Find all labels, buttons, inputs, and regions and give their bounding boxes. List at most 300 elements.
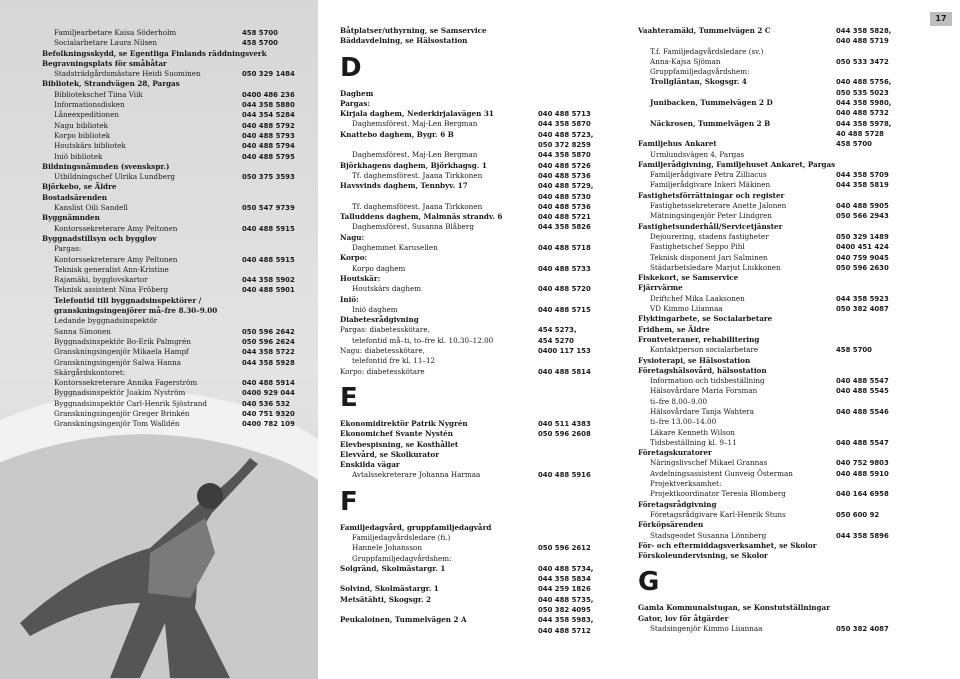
directory-entry [638, 428, 928, 438]
entry-name: Gruppfamiljedagvårdshem: [650, 67, 750, 77]
directory-entry [42, 152, 312, 162]
entry-name: Nagu: [340, 232, 365, 242]
directory-entry [340, 429, 624, 439]
entry-phone: 040 536 532 [242, 399, 290, 408]
entry-phone: 040 759 9045 [836, 253, 889, 262]
directory-entry [42, 90, 312, 100]
directory-entry [638, 88, 928, 98]
entry-name: Kontorssekreterare Annika Fagerström [54, 378, 198, 388]
directory-entry [42, 234, 312, 244]
entry-phone: 044 358 5980, [836, 99, 892, 108]
directory-entry [42, 347, 312, 357]
directory-entry [638, 438, 928, 448]
entry-phone: 040 488 5732 [836, 109, 889, 118]
directory-entry [340, 295, 624, 305]
entry-name: Fastighetsunderhåll/Servicetjänster [638, 221, 783, 231]
directory-entry [42, 182, 312, 192]
directory-entry [42, 49, 312, 59]
directory-entry [340, 26, 624, 36]
entry-name: Teknisk assistent Nina Fröberg [54, 285, 169, 295]
entry-name: Houtskärs daghem [352, 284, 422, 294]
directory-entry [638, 624, 928, 634]
entry-name: Företagsrådgivare Karl-Henrik Stuns [650, 509, 786, 519]
entry-phone: 040 488 5792 [242, 121, 295, 130]
entry-name: Pargas: [340, 98, 371, 108]
directory-entry [340, 523, 624, 533]
entry-name: Granskningsingenjör Mikaela Hampf [54, 347, 189, 357]
section-letter: F [340, 486, 358, 517]
directory-entry [638, 500, 928, 510]
entry-phone: 040 488 5713 [538, 110, 591, 119]
entry-name: Nagu: diabetesskötare, [340, 346, 425, 356]
entry-name: Enskilda vägar [340, 460, 400, 470]
directory-entry [340, 440, 624, 450]
directory-entry [42, 316, 312, 326]
entry-name: Peukaloinen, Tummelvägen 2 A [340, 615, 467, 625]
entry-phone: 050 533 3472 [836, 57, 889, 66]
directory-entry [42, 265, 312, 275]
entry-name: Solvind, Skolmästargr. 1 [340, 584, 439, 594]
entry-name: Rajamäki, bygglovskartor [54, 275, 148, 285]
directory-entry [42, 224, 312, 234]
entry-phone: 044 358 5870 [538, 120, 591, 129]
directory-entry [340, 264, 624, 274]
directory-entry [42, 79, 312, 89]
directory-entry [638, 263, 928, 273]
directory-entry [340, 233, 624, 243]
directory-entry [340, 171, 624, 181]
entry-phone: 040 511 4383 [538, 419, 591, 428]
entry-name: Houtskär: [340, 273, 381, 283]
directory-entry [42, 358, 312, 368]
entry-name: Kirjala daghem, Nederkirjalavägen 31 [340, 109, 494, 119]
entry-phone: 040 488 5735, [538, 595, 594, 604]
directory-entry [340, 460, 624, 470]
directory-entry [638, 366, 928, 376]
entry-name: Tidsbeställning kl. 9–11 [650, 437, 737, 447]
entry-phone: 050 372 8259 [538, 141, 591, 150]
directory-entry [638, 345, 928, 355]
directory-entry [340, 419, 624, 429]
directory-entry [638, 479, 928, 489]
entry-phone: 040 488 5916 [538, 471, 591, 480]
entry-name: Bibliotekschef Tiina Viik [54, 89, 143, 99]
entry-name: Dejourering, stadens fastigheter [650, 231, 769, 241]
entry-name: För- och eftermiddagsverksamhet, se Skolor [638, 540, 817, 550]
entry-phone: 040 488 5723, [538, 130, 594, 139]
entry-name: Mätningsingenjör Peter Lindgren [650, 211, 772, 221]
directory-entry [42, 172, 312, 182]
directory-entry [42, 59, 312, 69]
directory-entry [638, 150, 928, 160]
entry-name: Företagshälsovård, hälsostation [638, 365, 767, 375]
col3-entries [638, 26, 928, 634]
entry-phone: 040 488 5718 [538, 244, 591, 253]
directory-entry [638, 531, 928, 541]
entry-phone: 458 5700 [836, 140, 872, 149]
entry-name: Företagsrådgivning [638, 499, 717, 509]
directory-entry [638, 541, 928, 551]
entry-name: Avtalssekreterare Johanna Harmaa [352, 470, 481, 480]
entry-name: Granskningsingenjör Greger Brinkén [54, 408, 190, 418]
entry-phone: 044 358 5923 [836, 294, 889, 303]
entry-name: Gruppfamiljedagvårdshem: [352, 553, 452, 563]
entry-name: Iniö bibliotek [54, 151, 103, 161]
entry-phone: 0400 486 236 [242, 90, 295, 99]
entry-phone: 040 488 5729, [538, 182, 594, 191]
entry-name: Sanna Simonen [54, 326, 111, 336]
entry-name: Gator, lov för åtgärder [638, 613, 729, 623]
directory-entry [638, 47, 928, 57]
directory-entry [638, 283, 928, 293]
entry-phone: 454 5270 [538, 336, 574, 345]
entry-name: Daghem [340, 88, 374, 98]
entry-name: Byggnadsinspektör Joakim Nyström [54, 388, 186, 398]
entry-name: Bostadsärenden [42, 192, 108, 202]
entry-name: Kontorssekreterare Amy Peltonen [54, 223, 178, 233]
entry-name: Familjerådgivare Inkeri Mäkinen [650, 180, 771, 190]
entry-name: Korpo: [340, 253, 368, 263]
entry-phone: 0400 782 109 [242, 420, 295, 429]
entry-name: ti–fre 13.00–14.00 [650, 417, 717, 427]
entry-name: Knattebo daghem, Bygr. 6 B [340, 129, 454, 139]
entry-phone: 044 358 5880 [242, 101, 295, 110]
directory-entry [340, 284, 624, 294]
entry-phone: 040 488 5546 [836, 407, 889, 416]
directory-entry [638, 119, 928, 129]
entry-name: Driftchef Mika Laaksonen [650, 293, 745, 303]
directory-entry [42, 368, 312, 378]
page-number: 17 [930, 12, 952, 26]
directory-entry [340, 595, 624, 605]
directory-entry [638, 304, 928, 314]
section-letter: G [638, 567, 660, 598]
entry-phone: 458 5700 [242, 29, 278, 37]
entry-phone: 050 596 2608 [538, 430, 591, 439]
entry-phone: 040 488 5756, [836, 78, 892, 87]
entry-phone: 458 5700 [836, 346, 872, 355]
directory-entry [638, 458, 928, 468]
entry-phone: 044 358 5722 [242, 348, 295, 357]
directory-entry [638, 356, 928, 366]
section-letter: E [340, 382, 358, 413]
entry-name: Houtskärs bibliotek [54, 141, 126, 151]
entry-name: Begravningsplats för småbåtar [42, 58, 167, 68]
entry-name: granskningsingenjörer må–fre 8.30–9.00 [54, 306, 218, 316]
entry-name: Båtplatser/uthyrning, se Samservice [340, 26, 487, 35]
directory-entry [340, 202, 624, 212]
entry-name: Fastighetssekreterare Anette Jalonen [650, 201, 787, 211]
directory-entry [638, 77, 928, 87]
entry-name: Frontveteraner, rehabilitering [638, 334, 760, 344]
directory-entry [42, 296, 312, 306]
entry-phone: 040 488 5726 [538, 161, 591, 170]
entry-name: Stadsgeodet Susanna Lönnberg [650, 530, 767, 540]
entry-phone: 044 358 5983, [538, 616, 594, 625]
directory-entry [42, 337, 312, 347]
entry-name: Bibliotek, Strandvägen 28, Pargas [42, 79, 180, 89]
entry-name: Talluddens daghem, Malmnäs strandv. 6 [340, 212, 503, 222]
entry-name: Björkebo, se Äldre [42, 182, 117, 192]
entry-name: Daghemsförest. Susanna Blåberg [352, 222, 474, 232]
entry-name: Kontaktperson socialarbetare [650, 345, 759, 355]
entry-phone: 050 596 2624 [242, 337, 295, 346]
directory-entry [340, 305, 624, 315]
directory-entry [340, 325, 624, 335]
directory-entry [638, 489, 928, 499]
directory-entry [42, 28, 312, 38]
entry-name: Hälsovårdare Maria Forsman [650, 386, 758, 396]
directory-entry [638, 520, 928, 530]
directory-entry [340, 243, 624, 253]
directory-entry [340, 119, 624, 129]
entry-name: Elevbespisning, se Kosthållet [340, 439, 459, 449]
entry-phone: 40 488 5728 [836, 129, 884, 138]
entry-name: Korpo bibliotek [54, 130, 111, 140]
entry-name: Iniö: [340, 294, 359, 304]
entry-name: Företagskuratorer [638, 448, 712, 458]
directory-entry [638, 448, 928, 458]
entry-name: Familjedagvård, gruppfamiljedagvård [340, 522, 492, 532]
left-column [0, 0, 318, 679]
directory-entry [638, 201, 928, 211]
entry-name: Byggnämnden [42, 213, 100, 223]
directory-entry [638, 129, 928, 139]
entry-phone: 044 259 1826 [538, 585, 591, 594]
directory-entry [340, 130, 624, 140]
entry-name: Avdelningsassistent Gunveig Österman [650, 468, 793, 478]
entry-phone: 0400 451 424 [836, 243, 889, 252]
entry-phone: 044 358 5709 [836, 171, 889, 180]
entry-phone: 044 358 5826 [538, 223, 591, 232]
directory-entry [42, 131, 312, 141]
directory-entry [42, 69, 312, 79]
directory-entry [340, 584, 624, 594]
directory-entry [340, 109, 624, 119]
entry-phone: 040 488 5795 [242, 152, 295, 161]
directory-entry [638, 603, 928, 613]
directory-entry [42, 162, 312, 172]
entry-phone: 040 488 5794 [242, 142, 295, 151]
directory-entry [340, 356, 624, 366]
entry-name: Bildningsnämnden (svenskspr.) [42, 161, 170, 171]
directory-entry [638, 325, 928, 335]
directory-entry [340, 253, 624, 263]
entry-phone: 040 164 6958 [836, 490, 889, 499]
entry-name: Informationsdisken [54, 100, 125, 110]
entry-phone: 040 488 5736 [538, 202, 591, 211]
entry-phone: 040 488 5721 [538, 213, 591, 222]
directory-entry [340, 626, 624, 636]
entry-name: Familjearbetare Kaisa Söderholm [54, 28, 177, 37]
directory-entry [340, 36, 624, 46]
directory-entry [42, 213, 312, 223]
directory-entry [638, 253, 928, 263]
directory-entry [638, 211, 928, 221]
directory-entry [340, 564, 624, 574]
directory-entry [638, 108, 928, 118]
directory-entry [638, 314, 928, 324]
entry-name: Socialarbetare Laura Nilsen [54, 38, 158, 48]
directory-entry [340, 99, 624, 109]
directory-entry [340, 346, 624, 356]
directory-entry [340, 315, 624, 325]
directory-entry [340, 181, 624, 191]
directory-entry [638, 273, 928, 283]
directory-entry [638, 397, 928, 407]
entry-name: Förköpsärenden [638, 520, 704, 530]
entry-name: Nagu bibliotek [54, 120, 109, 130]
entry-name: Familjerådgivare Petra Zilliacus [650, 170, 767, 180]
entry-name: Familjerådgivning, Familjehuset Ankaret, Pargas [638, 159, 836, 169]
directory-entry [340, 450, 624, 460]
entry-phone: 050 375 3593 [242, 173, 295, 182]
entry-phone: 050 382 4087 [836, 625, 889, 634]
directory-entry [42, 110, 312, 120]
entry-name: Iniö daghem [352, 304, 398, 314]
directory-entry [638, 57, 928, 67]
directory-entry [42, 141, 312, 151]
entry-phone: 050 600 92 [836, 510, 880, 519]
directory-entry [638, 67, 928, 77]
entry-phone: 040 488 5712 [538, 626, 591, 635]
directory-entry [42, 244, 312, 254]
entry-name: Projektkoordinator Teresia Blomberg [650, 489, 786, 499]
right-column [626, 0, 960, 679]
directory-entry [340, 605, 624, 615]
directory-entry [42, 285, 312, 295]
entry-name: Junibacken, Tummelvägen 2 D [650, 98, 773, 108]
directory-entry [340, 533, 624, 543]
entry-name: Familjedagvårdsledare (fi.) [352, 532, 451, 542]
col1-entries [42, 28, 312, 430]
directory-entry [638, 407, 928, 417]
entry-name: Tf. daghemsförest. Jaana Tirkkonen [352, 170, 483, 180]
entry-name: VD Kimmo Liiannaa [650, 304, 723, 314]
entry-name: Flyktingarbete, se Socialarbetare [638, 314, 773, 324]
entry-phone: 040 488 5793 [242, 131, 295, 140]
entry-name: Vaahteramäki, Tummelvägen 2 C [638, 26, 771, 35]
entry-name: Läkare Kenneth Wilson [650, 427, 735, 437]
directory-entry [638, 242, 928, 252]
entry-phone: 040 488 5905 [836, 202, 889, 211]
directory-entry [340, 161, 624, 171]
entry-phone: 0400 929 044 [242, 389, 295, 398]
entry-phone: 044 358 5902 [242, 276, 295, 285]
entry-name: Telefontid till byggnadsinspektörer / [54, 295, 202, 305]
entry-phone: 040 488 5730 [538, 192, 591, 201]
entry-name: Stadsträdgårdsmästare Heidi Suominen [54, 69, 201, 79]
entry-name: Näckrosen, Tummelvägen 2 B [650, 118, 771, 128]
directory-entry [638, 222, 928, 232]
directory-entry [42, 388, 312, 398]
directory-entry [42, 378, 312, 388]
directory-entry [42, 203, 312, 213]
entry-phone: 040 752 9803 [836, 459, 889, 468]
directory-entry [638, 232, 928, 242]
directory-entry [638, 386, 928, 396]
entry-phone: 050 535 5023 [836, 88, 889, 97]
entry-name: Daghemmet Karusellen [352, 243, 438, 253]
entry-phone: 050 596 2630 [836, 263, 889, 272]
directory-entry [638, 510, 928, 520]
directory-entry [638, 294, 928, 304]
section-letter: D [340, 52, 362, 83]
entry-phone: 040 488 5915 [242, 255, 295, 264]
directory-entry [340, 367, 624, 377]
directory-entry [42, 306, 312, 316]
entry-name: Ekonomidirektör Patrik Nygrén [340, 418, 468, 428]
directory-entry [638, 376, 928, 386]
entry-name: Fiskekort, se Samservice [638, 273, 739, 283]
entry-name: Granskningsingenjör Tom Walldén [54, 419, 180, 429]
entry-name: Utbildningschef Ulrika Lundberg [54, 172, 175, 182]
entry-name: Projektverksamhet: [650, 479, 722, 489]
entry-name: Tf. daghemsförest. Jaana Tirkkonen [352, 201, 483, 211]
entry-name: Förskoleundervisning, se Skolor [638, 551, 768, 561]
entry-name: telefontid fre kl. 11–12 [352, 356, 436, 366]
entry-phone: 044 358 5928 [242, 358, 295, 367]
entry-phone: 050 596 2642 [242, 327, 295, 336]
directory-entry [42, 38, 312, 48]
entry-name: ti–fre 8.00–9.00 [650, 396, 708, 406]
entry-name: Bäddavdelning, se Hälsostation [340, 36, 468, 46]
entry-phone: 0400 117 153 [538, 347, 591, 356]
entry-name: Metsätähti, Skogsgr. 2 [340, 594, 432, 604]
entry-name: Urmlundsvägen 4, Pargas [650, 149, 745, 159]
entry-name: Diabetesrådgivning [340, 315, 419, 325]
middle-column [318, 0, 626, 679]
directory-entry [42, 419, 312, 429]
directory-entry [340, 140, 624, 150]
entry-phone: 050 596 2612 [538, 544, 591, 553]
entry-phone: 040 488 5901 [242, 286, 295, 295]
entry-name: Skärgårdskontoret: [54, 367, 126, 377]
entry-name: Ledande byggnadsinspektör [54, 316, 158, 326]
entry-name: Låneexpeditionen [54, 110, 120, 120]
entry-name: Näringslivschef Mikael Grannas [650, 458, 768, 468]
entry-name: Byggnadstillsyn och bygglov [42, 233, 157, 243]
entry-phone: 044 358 5834 [538, 575, 591, 584]
entry-phone: 044 358 5828, [836, 27, 892, 35]
entry-name: Teknisk generalist Ann-Kristine [54, 264, 169, 274]
entry-phone: 050 382 4095 [538, 606, 591, 615]
directory-entry [340, 222, 624, 232]
directory-entry [42, 121, 312, 131]
entry-name: Daghemsförest. Maj-Len Bergman [352, 150, 478, 160]
directory-entry [340, 212, 624, 222]
entry-phone: 040 488 5733 [538, 264, 591, 273]
directory-entry [638, 180, 928, 190]
entry-phone: 040 488 5814 [538, 367, 591, 376]
entry-name: Kontorssekreterare Amy Peltonen [54, 254, 178, 264]
entry-phone: 040 488 5720 [538, 285, 591, 294]
directory-entry [340, 89, 624, 99]
entry-phone: 040 488 5547 [836, 377, 889, 386]
directory-entry [340, 192, 624, 202]
entry-phone: 044 358 5819 [836, 181, 889, 190]
directory-entry [340, 574, 624, 584]
entry-name: Fysioterapi, se Hälsostation [638, 355, 751, 365]
entry-name: Korpo daghem [352, 263, 406, 273]
entry-phone: 050 382 4087 [836, 305, 889, 314]
entry-name: telefontid må–ti, to–fre kl. 10.30–12.00 [352, 335, 494, 345]
directory-entry [42, 409, 312, 419]
directory-entry [638, 551, 928, 561]
entry-name: Stadsingenjör Kimmo Liiannaa [650, 624, 763, 634]
entry-phone: 044 358 5870 [538, 151, 591, 160]
entry-phone: 040 751 9320 [242, 409, 295, 418]
